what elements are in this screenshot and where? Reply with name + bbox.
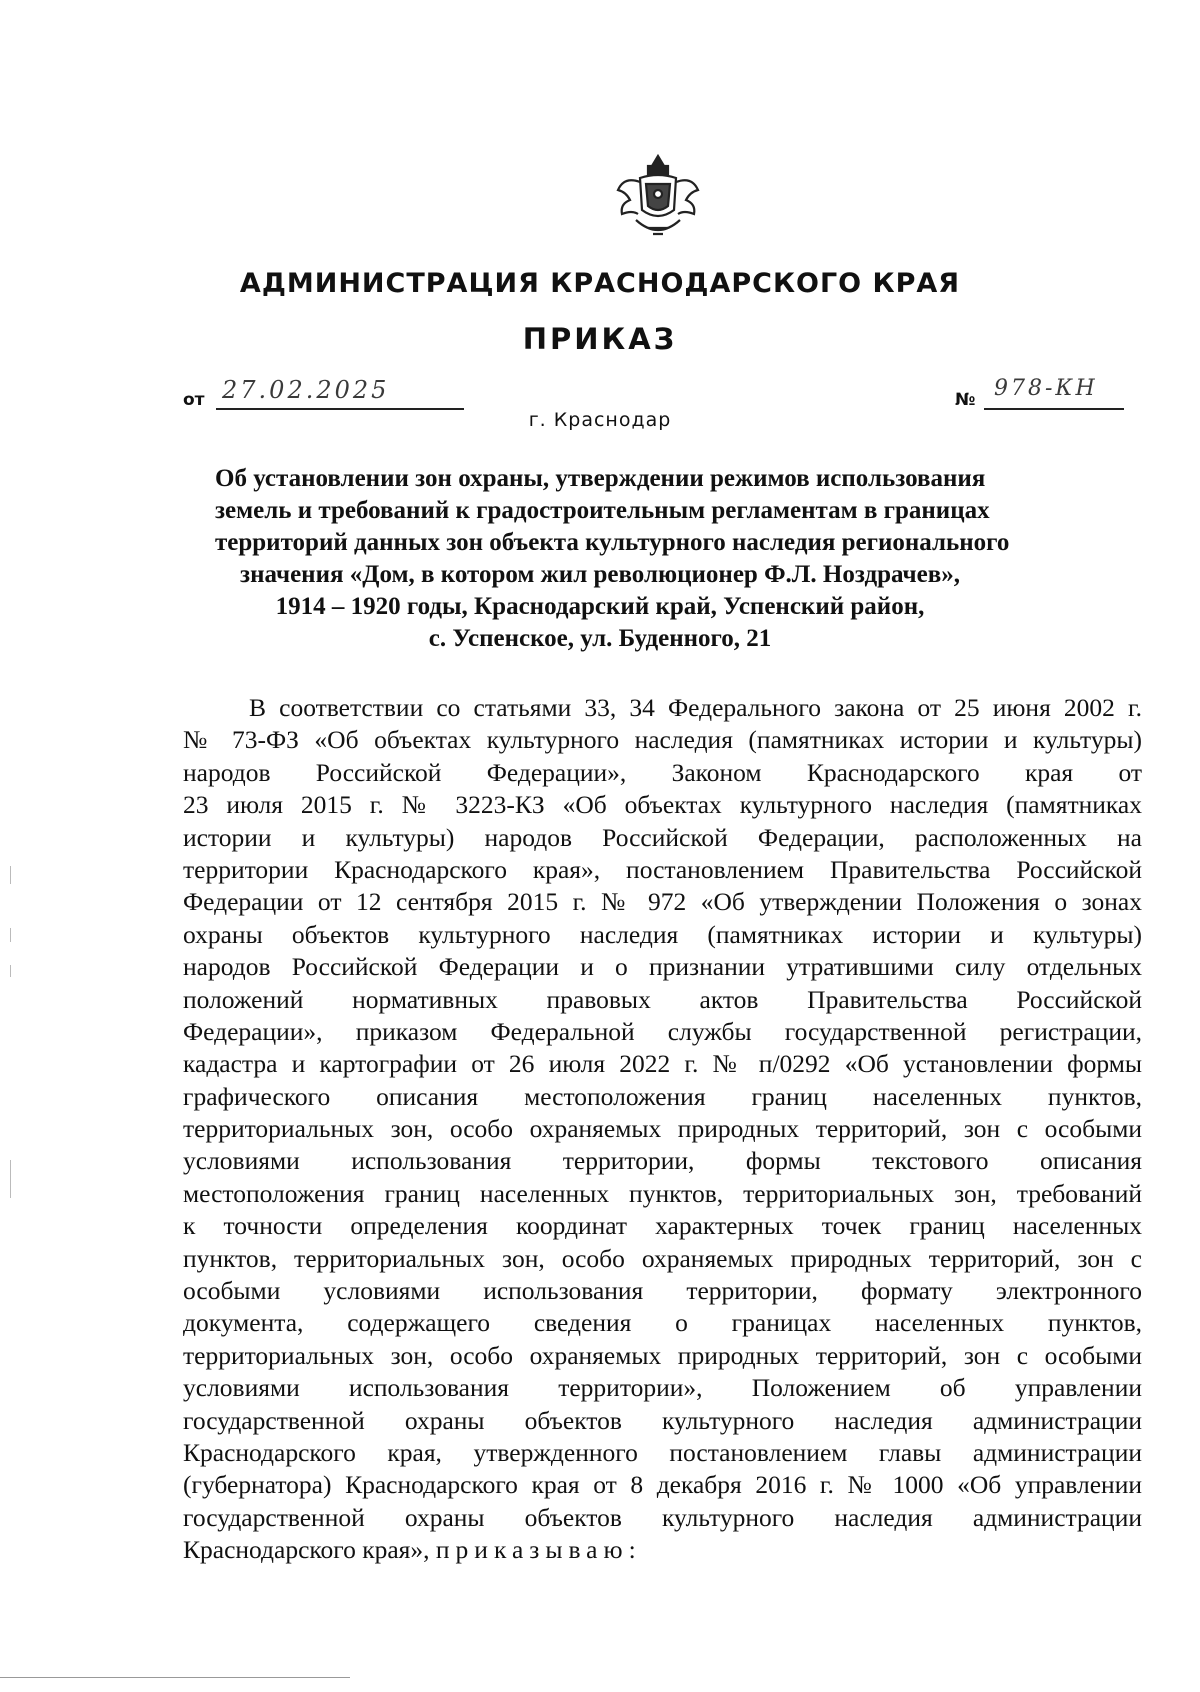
body-line: (губернатора) Краснодарского края от 8 декабря 2016 г. № 1000 «Об управлении bbox=[183, 1470, 1142, 1500]
body-line: истории и культуры) народов Российской Федерации, расположенных на bbox=[183, 822, 1142, 852]
body-line: В соответствии со статьями 33, 34 Федерального закона от 25 июня 2002 г. bbox=[249, 693, 1142, 722]
body-line: положений нормативных правовых актов Правительства Российской bbox=[183, 984, 1142, 1014]
body-last-line bbox=[183, 1534, 1142, 1566]
scan-margin-mark bbox=[10, 965, 11, 977]
body-line: народов Российской Федерации», Законом Краснодарского края от bbox=[183, 757, 1142, 787]
order-word: приказываю bbox=[435, 1535, 629, 1565]
body-line: кадастра и картографии от 26 июля 2022 г. № п/0292 «Об установлении формы bbox=[183, 1049, 1142, 1079]
document-type: ПРИКАЗ bbox=[522, 322, 678, 356]
body-line: № 73-ФЗ «Об объектах культурного наследия (памятниках истории и культуры) bbox=[183, 725, 1142, 755]
body-line: условиями использования территории», Положением об управлении bbox=[183, 1373, 1142, 1403]
body-last-prefix: Краснодарского края», bbox=[183, 1535, 430, 1565]
title-line: с. Успенское, ул. Буденного, 21 bbox=[428, 625, 772, 652]
title-line: Об установлении зон охраны, утверждении режимов использования bbox=[215, 465, 986, 492]
body-line: Федерации», приказом Федеральной службы государственной регистрации, bbox=[183, 1016, 1142, 1046]
body-line: государственной охраны объектов культурного наследия администрации bbox=[183, 1405, 1142, 1435]
body-line: Федерации от 12 сентября 2015 г. № 972 «Об утверждении Положения о зонах bbox=[183, 887, 1142, 917]
body-line: 23 июля 2015 г. № 3223-КЗ «Об объектах культурного наследия (памятниках bbox=[183, 790, 1142, 820]
body-paragraph bbox=[183, 692, 1142, 1567]
body-line: государственной охраны объектов культурного наследия администрации bbox=[183, 1502, 1142, 1532]
scan-margin-mark bbox=[10, 1160, 11, 1198]
scan-margin-mark bbox=[10, 928, 11, 942]
body-line: территории Краснодарского края», постановлением Правительства Российской bbox=[183, 854, 1142, 884]
body-line: Краснодарского края, утвержденного постановлением главы администрации bbox=[183, 1437, 1142, 1467]
date-label: от bbox=[183, 390, 205, 410]
body-line: территориальных зон, особо охраняемых природных территорий, зон с особыми bbox=[183, 1340, 1142, 1370]
date-value: 27.02.2025 bbox=[222, 376, 390, 404]
organization-name: АДМИНИСТРАЦИЯ КРАСНОДАРСКОГО КРАЯ bbox=[239, 268, 961, 299]
body-line: народов Российской Федерации и о признании утратившими силу отдельных bbox=[183, 952, 1142, 982]
number-label: № bbox=[955, 390, 976, 410]
body-line: графического описания местоположения границ населенных пунктов, bbox=[183, 1081, 1142, 1111]
city-name: г. Краснодар bbox=[528, 409, 672, 431]
body-line: пунктов, территориальных зон, особо охраняемых природных территорий, зон с bbox=[183, 1243, 1142, 1273]
body-line: территориальных зон, особо охраняемых природных территорий, зон с особыми bbox=[183, 1114, 1142, 1144]
body-line: документа, содержащего сведения о границах населенных пунктов, bbox=[183, 1308, 1142, 1338]
title-line: территорий данных зон объекта культурного наследия регионального bbox=[215, 529, 1010, 556]
title-line: 1914 – 1920 годы, Краснодарский край, Успенский район, bbox=[275, 593, 925, 620]
body-line: охраны объектов культурного наследия (памятниках истории и культуры) bbox=[183, 919, 1142, 949]
body-last-suffix: : bbox=[628, 1535, 636, 1565]
document-title bbox=[215, 463, 1010, 655]
coat-of-arms-icon bbox=[608, 148, 708, 248]
bottom-rule bbox=[0, 1677, 350, 1678]
scan-margin-mark bbox=[10, 866, 11, 884]
body-line: условиями использования территории, формы текстового описания bbox=[183, 1146, 1142, 1176]
body-line: к точности определения координат характерных точек границ населенных bbox=[183, 1211, 1142, 1241]
number-value: 978-КН bbox=[994, 376, 1098, 401]
body-line: местоположения границ населенных пунктов, территориальных зон, требований bbox=[183, 1178, 1142, 1208]
title-line: значения «Дом, в котором жил революционер Ф.Л. Ноздрачев», bbox=[240, 561, 960, 588]
body-line: особыми условиями использования территории, формату электронного bbox=[183, 1276, 1142, 1306]
title-line: земель и требований к градостроительным регламентам в границах bbox=[215, 497, 990, 524]
